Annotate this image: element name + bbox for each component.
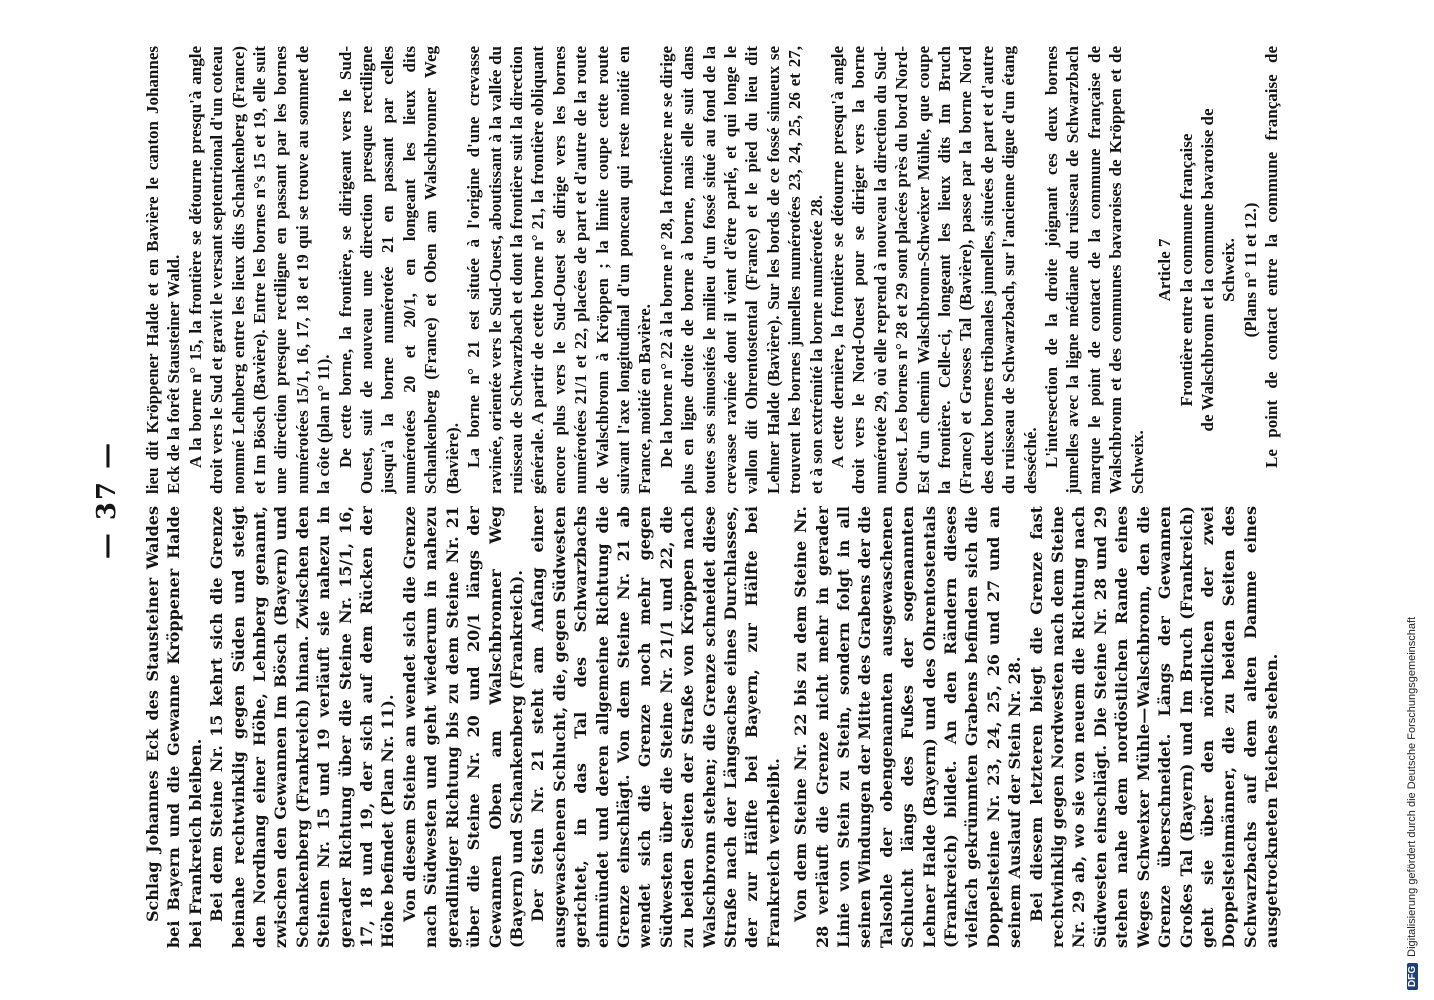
digitization-credit-text: Digitalisierung gefördert durch die Deutsche Forschungsgemeinschaft — [1406, 616, 1418, 957]
french-text-column — [142, 46, 1284, 494]
french-heading: de Walschbronn et la commune bavaroise de — [1197, 108, 1217, 432]
french-heading: (Plans n° 11 et 12.) — [1240, 202, 1260, 338]
dfg-logo-icon: DFG — [1407, 963, 1418, 990]
french-paragraph: lieu dit Kröppener Halde et en Bavière le canton Johannes Eck de la forêt Stausteiner Wald. — [143, 46, 184, 494]
german-paragraph: Bei diesem letzteren biegt die Grenze fast rechtwinklig gegen Nordwesten nach dem Steine Nr. 29 ab, wo sie von neuem die Richtung nach Südwesten einschlägt. Die Steine Nr. 28 und 29 stehen nahe dem nordöstlichen Rande eines Weges Schweixer Mühle—Walschbronn, den die Grenze überschneidet. Längs der Gewannen Großes Tal (Bayern) und Im Bruch (Frankreich) geht sie über den nördlichen der zwei Doppelsteinmänner, die zu beiden Seiten des Schwarzbachs auf dem alten Damme eines ausgetrockneten Teiches stehen. — [1026, 506, 1282, 948]
french-heading: Schweix. — [1219, 238, 1239, 302]
german-text-column — [142, 506, 1284, 948]
german-paragraph: Von diesem Steine an wendet sich die Grenze nach Südwesten und geht wiederum in nahezu geradliniger Richtung bis zu dem Steine Nr. 21 über die Steine Nr. 20 und 20/1 längs der Gewannen Oben am Walschbronner Weg (Bayern) und Schankenberg (Frankreich). — [399, 506, 526, 948]
german-paragraph: Von dem Steine Nr. 22 bis zu dem Steine Nr. 28 verläuft die Grenze nicht mehr in gerader Linie von Stein zu Stein, sondern folgt in all seinen Windungen der Mitte des Grabens der die Talsohle der obengenannten ausgewaschenen Schlucht längs des Fußes der sogenannten Lehner Halde (Bayern) und des Ohrentostentals (Frankreich) bildet. An den Rändern dieses vielfach gekrümmten Grabens befinden sich die Doppelsteine Nr. 23, 24, 25, 26 und 27 und an seinem Auslauf der Stein Nr. 28. — [791, 506, 1025, 948]
french-heading: Frontière entre la commune française — [1176, 133, 1196, 407]
french-paragraph: L'intersection de la droite joignant ces deux bornes jumelles avec la ligne médiane du ruisseau de Schwarzbach marque le point de contact de la commune française de Walschbronn et des communes bavaroises de Kröppen et de Schweix. — [1042, 46, 1147, 494]
french-paragraph: La borne n° 21 est située à l'origine d'une crevasse ravinée, orientée vers le Sud-Ouest, aboutissant à la vallée du ruisseau de Schwarzbach et dont la frontière suit la direction générale. A partir de cette borne n° 21, la frontière obliquant encore plus vers le Sud-Ouest se dirige vers les bornes numérotées 21/1 et 22, placées de part et d'autre de la route de Walschbronn à Kröppen ; la limite coupe cette route suivant l'axe longitudinal d'un ponceau qui reste moitié en France, moitié en Bavière. — [464, 46, 655, 494]
french-paragraph: Le point de contact entre la commune française de — [1262, 46, 1282, 468]
german-paragraph: Schlag Johannes Eck des Stausteiner Waldes bei Bayern und die Gewanne Kröppener Halde bei Frankreich bleiben. — [143, 506, 205, 948]
page-number: — 37 — — [92, 440, 122, 560]
german-paragraph: Bei dem Steine Nr. 15 kehrt sich die Grenze beinahe rechtwinklig gegen Süden und steigt den Nordhang einer Höhe, Lehnberg genannt, zwischen den Gewannen Im Bösch (Bayern) und Schankenberg (Frankreich) hinan. Zwischen den Steinen Nr. 15 und 19 verläuft sie nahezu in gerader Richtung über die Steine Nr. 15/1, 16, 17, 18 und 19, der sich auf dem Rücken der Höhe befindet (Plan Nr. 11). — [207, 506, 398, 948]
french-paragraph: De la borne n° 22 à la borne n° 28, la frontière ne se dirige plus en ligne droite de borne à borne, mais elle suit dans toutes ses sinuosités le milieu d'un fossé situé au fond de la crevasse ravinée dont il vient d'être parlé, et qui longe le vallon dit Ohrentostental (France) et le pied du lieu dit Lehner Halde (Bavière). Sur les bords de ce fossé sinueux se trouvent les bornes jumelles numérotées 23, 24, 25, 26 et 27, et à son extrémité la borne numérotée 28. — [656, 46, 826, 494]
digitization-credit — [1406, 10, 1418, 990]
french-paragraph: A la borne n° 15, la frontière se détourne presqu'à angle droit vers le Sud et gravit le versant septentrional d'un coteau nommé Lehnberg entre les lieux dits Schankenberg (France) et Im Bösch (Bavière). Entre les bornes n°s 15 et 19, elle suit une direction presque rectiligne en passant par les bornes numérotées 15/1, 16, 17, 18 et 19 qui se trouve au sommet de la côte (plan n° 11). — [185, 46, 334, 494]
french-paragraph: De cette borne, la frontière, se dirigeant vers le Sud-Ouest, suit de nouveau une direction presque rectiligne jusqu'à la borne numérotée 21 en passant par celles numérotées 20 et 20/1, en longeant les lieux dits Schankenberg (France) et Oben am Walschbronner Weg (Bavière). — [335, 46, 462, 494]
german-spacer — [1283, 506, 1284, 948]
french-paragraph: A cette dernière, la frontière se détourne presqu'à angle droit vers le Nord-Ouest pour se diriger vers la borne numérotée 29, où elle reprend à nouveau la direction du Sud-Ouest. Les bornes n° 28 et 29 sont placées près du bord Nord-Est d'un chemin Walschbronn-Schweixer Mühle, que coupe la frontière. Celle-ci, longeant les lieux dits Im Bruch (France) et Grosses Tal (Bavière), passe par la borne Nord des deux bornes tribanales jumelles, situées de part et d'autre du ruisseau de Schwarzbach, sur l'ancienne digue d'un étang desséché. — [828, 46, 1040, 494]
french-heading: Article 7 — [1155, 238, 1175, 302]
german-paragraph: Der Stein Nr. 21 steht am Anfang einer ausgewaschenen Schlucht, die, gegen Südwesten gerichtet, in das Tal des Schwarzbachs einmündet und deren allgemeine Richtung die Grenze einschlägt. Von dem Steine Nr. 21 ab wendet sich die Grenze noch mehr gegen Südwesten über die Steine Nr. 21/1 und 22, die zu beiden Seiten der Straße von Kröppen nach Walschbronn stehen; die Grenze schneidet diese Straße nach der Längsachse eines Durchlasses, der zur Hälfte bei Bayern, zur Hälfte bei Frankreich verbleibt. — [528, 506, 783, 948]
